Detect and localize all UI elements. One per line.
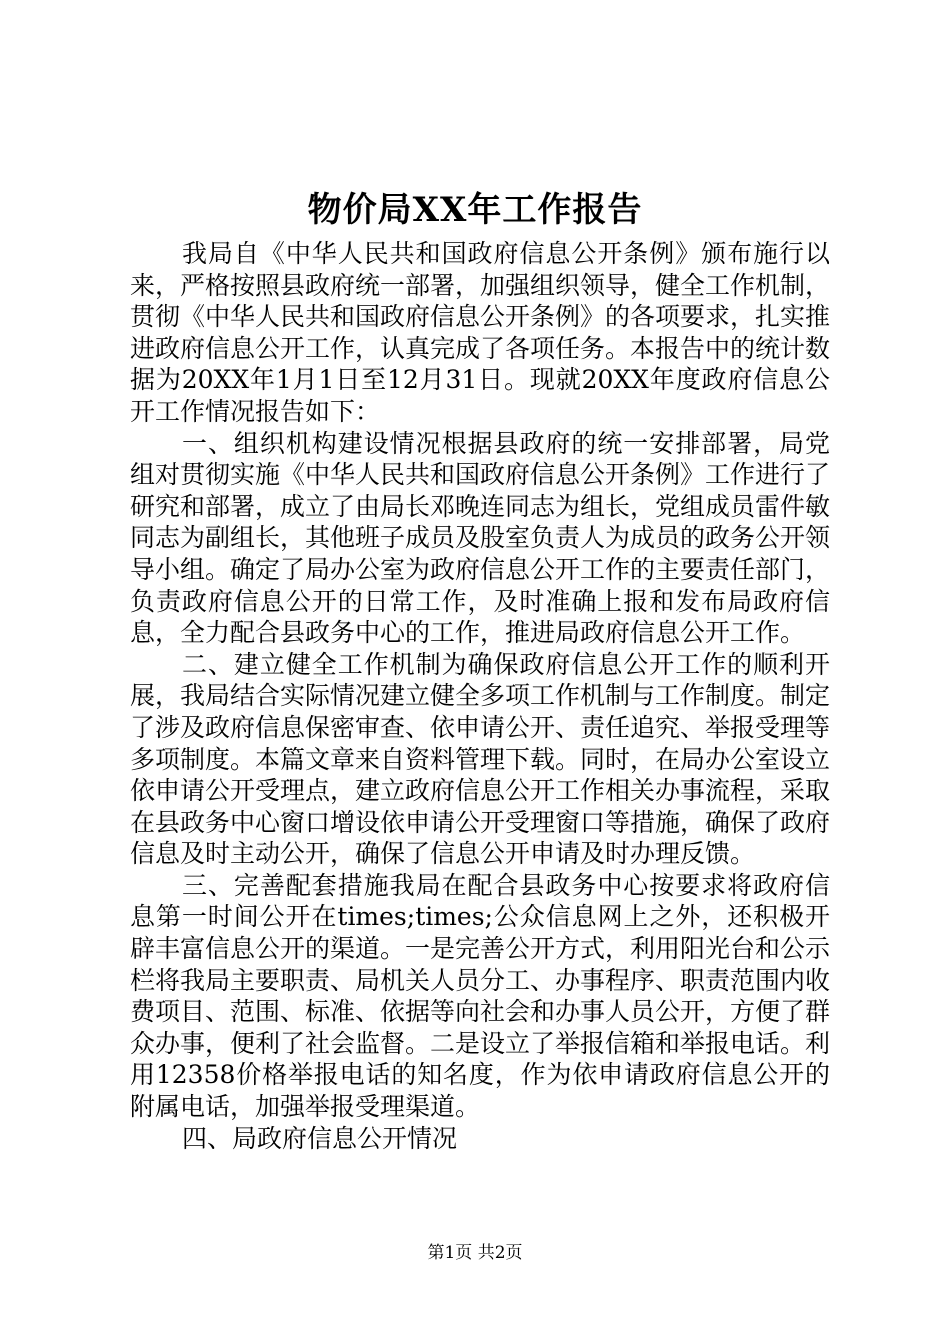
page-footer: 第1页 共2页: [427, 1243, 523, 1263]
paragraph-intro: 我局自《中华人民共和国政府信息公开条例》颁布施行以来，严格按照县政府统一部署，加强组织领导，健全工作机制，贯彻《中华人民共和国政府信息公开条例》的各项要求，扎实推进政府信息公开工作，认真完成了各项任务。本报告中的统计数据为20XX年1月1日至12月31日。现就20XX年度政府信息公开工作情况报告如下：: [130, 239, 831, 426]
paragraph-section-2: 二、建立健全工作机制为确保政府信息公开工作的顺利开展，我局结合实际情况建立健全多项工作机制与工作制度。制定了涉及政府信息保密审查、依申请公开、责任追究、举报受理等多项制度。本篇文章来自资料管理下载。同时，在局办公室设立依申请公开受理点，建立政府信息公开工作相关办事流程，采取在县政务中心窗口增设依申请公开受理窗口等措施，确保了政府信息及时主动公开，确保了信息公开申请及时办理反馈。: [130, 649, 831, 869]
paragraph-section-1: 一、组织机构建设情况根据县政府的统一安排部署，局党组对贯彻实施《中华人民共和国政府信息公开条例》工作进行了研究和部署，成立了由局长邓晚连同志为组长，党组成员雷件敏同志为副组长，其他班子成员及股室负责人为成员的政务公开领导小组。确定了局办公室为政府信息公开工作的主要责任部门，负责政府信息公开的日常工作，及时准确上报和发布局政府信息，全力配合县政务中心的工作，推进局政府信息公开工作。: [130, 428, 831, 648]
document-title: 物价局XX年工作报告: [307, 190, 643, 230]
document-body: [130, 238, 830, 1154]
paragraph-section-4: 四、局政府信息公开情况: [182, 1123, 458, 1153]
paragraph-section-3: 三、完善配套措施我局在配合县政务中心按要求将政府信息第一时间公开在times;times;公众信息网上之外，还积极开辟丰富信息公开的渠道。一是完善公开方式，利用阳光台和公示栏将我局主要职责、局机关人员分工、办事程序、职责范围内收费项目、范围、标准、依据等向社会和办事人员公开，方便了群众办事，便利了社会监督。二是设立了举报信箱和举报电话。利用12358价格举报电话的知名度，作为依申请政府信息公开的附属电话，加强举报受理渠道。: [130, 870, 831, 1122]
